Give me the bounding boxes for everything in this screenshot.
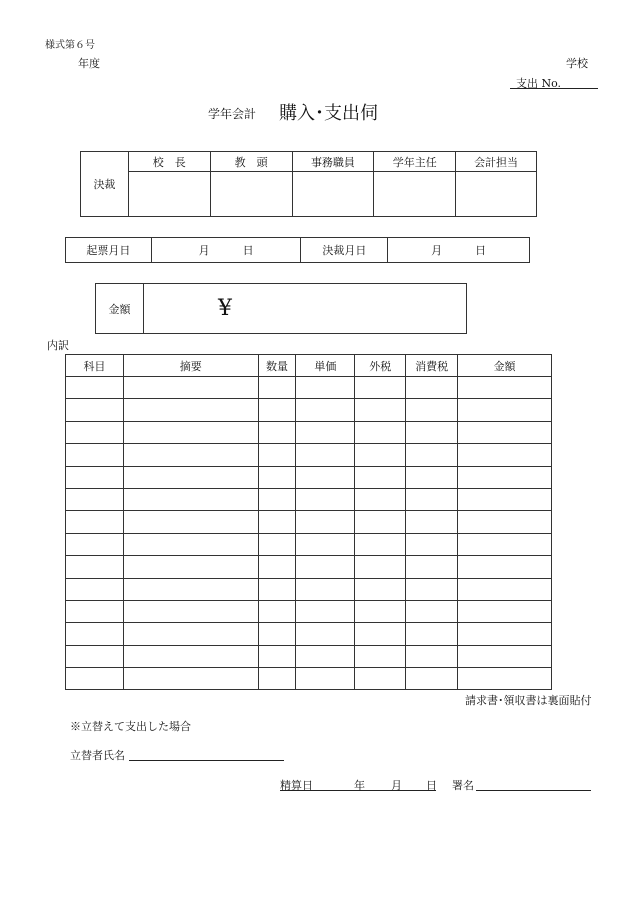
table-row bbox=[66, 645, 552, 667]
cell-amount[interactable] bbox=[458, 421, 552, 443]
settlement-year-label: 年 bbox=[354, 779, 365, 792]
cell-unit-price[interactable] bbox=[296, 668, 355, 690]
cell-subject[interactable] bbox=[66, 668, 124, 690]
page-title: 購入･支出伺 bbox=[279, 103, 378, 124]
advance-payer-name-field[interactable] bbox=[129, 760, 284, 761]
cell-external-tax[interactable] bbox=[355, 578, 406, 600]
cell-description[interactable] bbox=[123, 466, 258, 488]
payment-number-label: 支出 No. bbox=[516, 77, 562, 90]
cell-consumption-tax[interactable] bbox=[406, 377, 458, 399]
cell-subject[interactable] bbox=[66, 645, 124, 667]
advance-payer-label: 立替者氏名 bbox=[70, 749, 125, 762]
table-row bbox=[66, 488, 552, 510]
amount-field[interactable] bbox=[144, 284, 467, 334]
cell-subject[interactable] bbox=[66, 533, 124, 555]
table-row bbox=[66, 444, 552, 466]
cell-unit-price[interactable] bbox=[296, 421, 355, 443]
cell-external-tax[interactable] bbox=[355, 556, 406, 578]
cell-consumption-tax[interactable] bbox=[406, 556, 458, 578]
cell-amount[interactable] bbox=[458, 466, 552, 488]
payment-number-field[interactable] bbox=[510, 75, 598, 89]
approval-role-accounting: 会計担当 bbox=[456, 152, 537, 172]
cell-amount[interactable] bbox=[458, 444, 552, 466]
cell-quantity[interactable] bbox=[258, 600, 296, 622]
cell-amount[interactable] bbox=[458, 668, 552, 690]
breakdown-header-row bbox=[66, 355, 552, 377]
column-header-quantity: 数量 bbox=[258, 355, 296, 377]
cell-external-tax[interactable] bbox=[355, 623, 406, 645]
cell-unit-price[interactable] bbox=[296, 533, 355, 555]
cell-unit-price[interactable] bbox=[296, 556, 355, 578]
approval-row-label: 決裁 bbox=[81, 152, 129, 217]
table-row bbox=[66, 556, 552, 578]
cell-quantity[interactable] bbox=[258, 444, 296, 466]
cell-description[interactable] bbox=[123, 377, 258, 399]
column-header-unit-price: 単価 bbox=[296, 355, 355, 377]
table-row bbox=[66, 399, 552, 421]
cell-amount[interactable] bbox=[458, 377, 552, 399]
settlement-day-label: 日 bbox=[426, 779, 437, 792]
approval-role-office-staff: 事務職員 bbox=[292, 152, 374, 172]
cell-description[interactable] bbox=[123, 533, 258, 555]
cell-external-tax[interactable] bbox=[355, 444, 406, 466]
table-row bbox=[66, 421, 552, 443]
cell-unit-price[interactable] bbox=[296, 645, 355, 667]
cell-consumption-tax[interactable] bbox=[406, 511, 458, 533]
cell-description[interactable] bbox=[123, 623, 258, 645]
breakdown-label: 内訳 bbox=[47, 339, 69, 352]
column-header-description: 摘要 bbox=[123, 355, 258, 377]
cell-external-tax[interactable] bbox=[355, 466, 406, 488]
cell-quantity[interactable] bbox=[258, 377, 296, 399]
approval-role-grade-head: 学年主任 bbox=[374, 152, 456, 172]
cell-description[interactable] bbox=[123, 488, 258, 510]
dates-table bbox=[65, 237, 530, 263]
cell-external-tax[interactable] bbox=[355, 421, 406, 443]
cell-quantity[interactable] bbox=[258, 578, 296, 600]
cell-quantity[interactable] bbox=[258, 556, 296, 578]
table-row bbox=[66, 377, 552, 399]
cell-subject[interactable] bbox=[66, 377, 124, 399]
cell-subject[interactable] bbox=[66, 623, 124, 645]
cell-amount[interactable] bbox=[458, 623, 552, 645]
column-header-external-tax: 外税 bbox=[355, 355, 406, 377]
settlement-date-field[interactable] bbox=[280, 777, 436, 791]
cell-amount[interactable] bbox=[458, 511, 552, 533]
fiscal-year-label: 年度 bbox=[78, 57, 100, 70]
settlement-date-label: 精算日 bbox=[280, 779, 313, 792]
cell-unit-price[interactable] bbox=[296, 600, 355, 622]
cell-unit-price[interactable] bbox=[296, 466, 355, 488]
cell-external-tax[interactable] bbox=[355, 533, 406, 555]
cell-quantity[interactable] bbox=[258, 511, 296, 533]
cell-subject[interactable] bbox=[66, 511, 124, 533]
cell-quantity[interactable] bbox=[258, 466, 296, 488]
cell-quantity[interactable] bbox=[258, 645, 296, 667]
cell-amount[interactable] bbox=[458, 645, 552, 667]
approval-stamp-grade-head[interactable] bbox=[374, 172, 456, 217]
cell-consumption-tax[interactable] bbox=[406, 600, 458, 622]
table-row bbox=[66, 533, 552, 555]
cell-subject[interactable] bbox=[66, 556, 124, 578]
cell-external-tax[interactable] bbox=[355, 511, 406, 533]
form-number: 様式第６号 bbox=[45, 40, 95, 51]
cell-unit-price[interactable] bbox=[296, 399, 355, 421]
cell-unit-price[interactable] bbox=[296, 444, 355, 466]
cell-amount[interactable] bbox=[458, 556, 552, 578]
cell-external-tax[interactable] bbox=[355, 600, 406, 622]
cell-description[interactable] bbox=[123, 399, 258, 421]
issue-date-field[interactable]: 月 日 bbox=[151, 238, 301, 263]
signature-field[interactable] bbox=[476, 790, 591, 791]
cell-consumption-tax[interactable] bbox=[406, 399, 458, 421]
cell-external-tax[interactable] bbox=[355, 645, 406, 667]
cell-consumption-tax[interactable] bbox=[406, 444, 458, 466]
cell-consumption-tax[interactable] bbox=[406, 421, 458, 443]
cell-consumption-tax[interactable] bbox=[406, 466, 458, 488]
yen-symbol: ¥ bbox=[218, 296, 232, 321]
approval-role-vice-principal: 教 頭 bbox=[210, 152, 292, 172]
cell-amount[interactable] bbox=[458, 578, 552, 600]
cell-subject[interactable] bbox=[66, 466, 124, 488]
decision-date-label: 決裁月日 bbox=[301, 238, 388, 263]
approval-stamp-principal[interactable] bbox=[128, 172, 210, 217]
cell-consumption-tax[interactable] bbox=[406, 668, 458, 690]
amount-table bbox=[95, 283, 467, 334]
cell-external-tax[interactable] bbox=[355, 488, 406, 510]
approval-role-principal: 校 長 bbox=[128, 152, 210, 172]
cell-subject[interactable] bbox=[66, 421, 124, 443]
cell-description[interactable] bbox=[123, 600, 258, 622]
approval-stamp-accounting[interactable] bbox=[456, 172, 537, 217]
cell-description[interactable] bbox=[123, 511, 258, 533]
cell-unit-price[interactable] bbox=[296, 488, 355, 510]
cell-amount[interactable] bbox=[458, 399, 552, 421]
cell-subject[interactable] bbox=[66, 444, 124, 466]
cell-description[interactable] bbox=[123, 578, 258, 600]
column-header-subject: 科目 bbox=[66, 355, 124, 377]
cell-quantity[interactable] bbox=[258, 488, 296, 510]
cell-description[interactable] bbox=[123, 645, 258, 667]
cell-quantity[interactable] bbox=[258, 668, 296, 690]
cell-unit-price[interactable] bbox=[296, 377, 355, 399]
approval-stamp-office-staff[interactable] bbox=[292, 172, 374, 217]
cell-amount[interactable] bbox=[458, 600, 552, 622]
cell-quantity[interactable] bbox=[258, 533, 296, 555]
cell-description[interactable] bbox=[123, 421, 258, 443]
cell-unit-price[interactable] bbox=[296, 578, 355, 600]
signature-label: 署名 bbox=[452, 779, 474, 792]
cell-subject[interactable] bbox=[66, 488, 124, 510]
cell-quantity[interactable] bbox=[258, 399, 296, 421]
advance-payment-note: ※立替えて支出した場合 bbox=[70, 720, 191, 733]
cell-subject[interactable] bbox=[66, 399, 124, 421]
cell-description[interactable] bbox=[123, 444, 258, 466]
breakdown-table bbox=[65, 354, 552, 690]
cell-consumption-tax[interactable] bbox=[406, 623, 458, 645]
cell-description[interactable] bbox=[123, 668, 258, 690]
school-label: 学校 bbox=[566, 57, 588, 70]
title-prefix: 学年会計 bbox=[208, 107, 257, 121]
approval-stamp-vice-principal[interactable] bbox=[210, 172, 292, 217]
cell-unit-price[interactable] bbox=[296, 511, 355, 533]
cell-quantity[interactable] bbox=[258, 421, 296, 443]
table-row bbox=[66, 623, 552, 645]
cell-quantity[interactable] bbox=[258, 623, 296, 645]
settlement-month-label: 月 bbox=[391, 779, 402, 792]
table-row bbox=[66, 511, 552, 533]
table-row bbox=[66, 668, 552, 690]
cell-consumption-tax[interactable] bbox=[406, 645, 458, 667]
cell-subject[interactable] bbox=[66, 600, 124, 622]
approval-table bbox=[80, 151, 537, 217]
cell-unit-price[interactable] bbox=[296, 623, 355, 645]
cell-description[interactable] bbox=[123, 556, 258, 578]
table-row bbox=[66, 600, 552, 622]
cell-consumption-tax[interactable] bbox=[406, 533, 458, 555]
decision-date-field[interactable]: 月 日 bbox=[388, 238, 530, 263]
cell-external-tax[interactable] bbox=[355, 668, 406, 690]
cell-consumption-tax[interactable] bbox=[406, 488, 458, 510]
column-header-consumption-tax: 消費税 bbox=[406, 355, 458, 377]
cell-consumption-tax[interactable] bbox=[406, 578, 458, 600]
cell-external-tax[interactable] bbox=[355, 377, 406, 399]
issue-date-label: 起票月日 bbox=[66, 238, 152, 263]
amount-label: 金額 bbox=[96, 284, 144, 334]
cell-amount[interactable] bbox=[458, 488, 552, 510]
table-row bbox=[66, 466, 552, 488]
table-row bbox=[66, 578, 552, 600]
cell-amount[interactable] bbox=[458, 533, 552, 555]
cell-subject[interactable] bbox=[66, 578, 124, 600]
cell-external-tax[interactable] bbox=[355, 399, 406, 421]
column-header-amount: 金額 bbox=[458, 355, 552, 377]
receipt-attachment-note: 請求書･領収書は裏面貼付 bbox=[465, 694, 592, 707]
